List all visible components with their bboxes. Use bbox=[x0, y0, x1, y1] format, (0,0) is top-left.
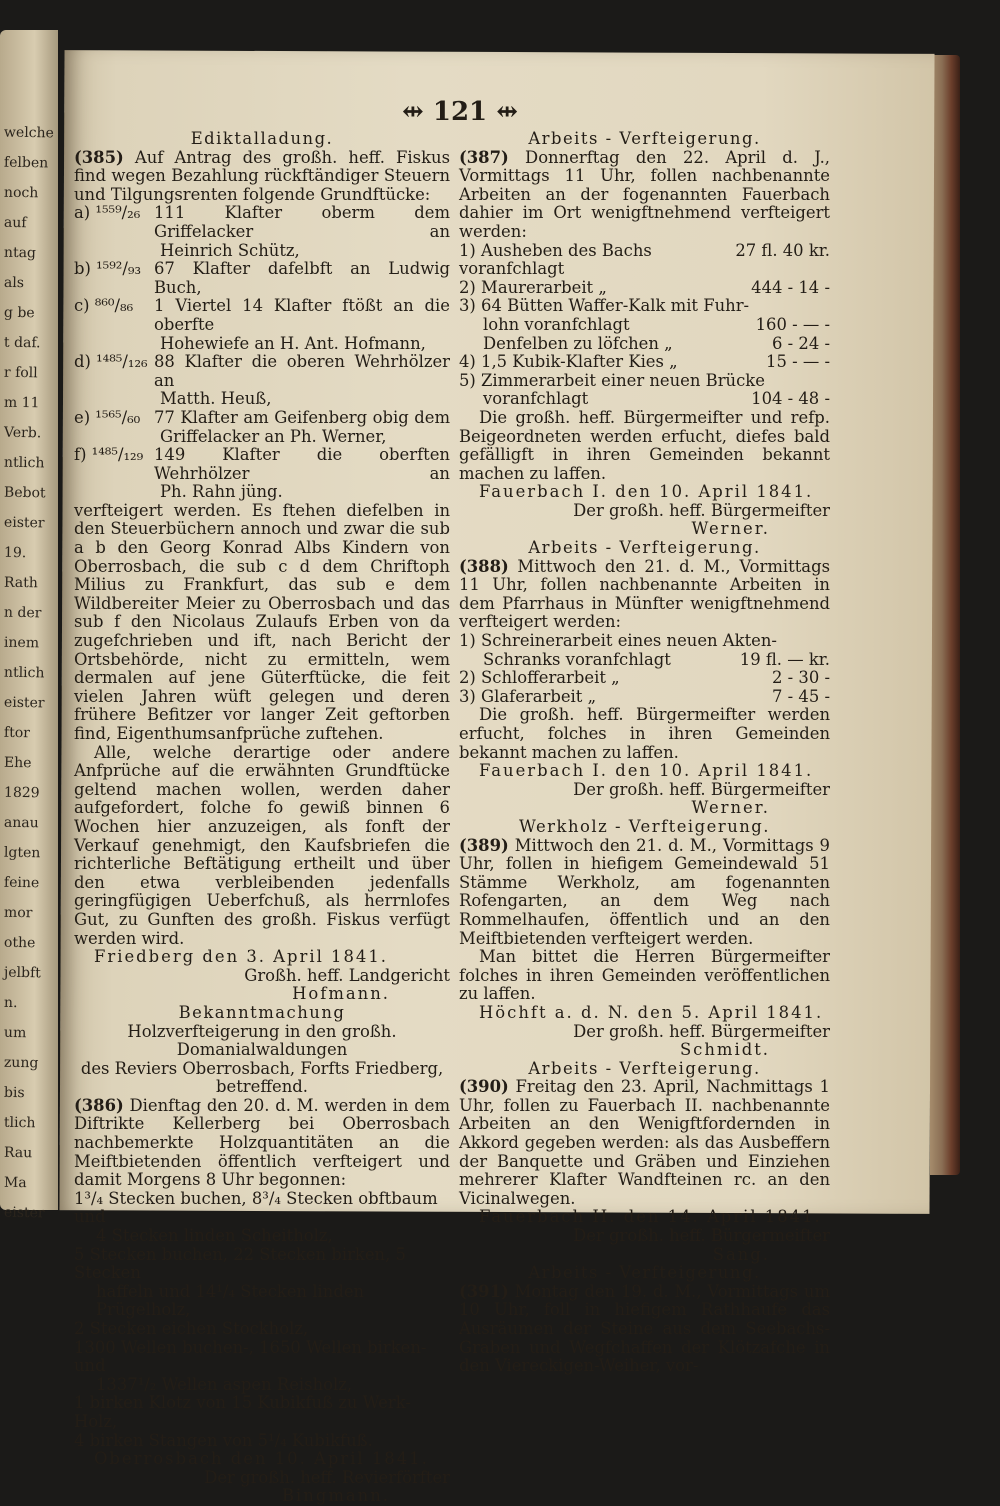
signature-name: Werner. bbox=[691, 798, 770, 818]
parcel-text: 111 Klafter oberm dem Griffelacker an bbox=[154, 203, 450, 241]
margin-fragment: n. bbox=[3, 994, 18, 1012]
parcel-continuation: Matth. Heuß, bbox=[160, 389, 272, 409]
margin-fragment: feine bbox=[3, 874, 40, 892]
notice-intro: Auf Antrag des großh. heff. Fiskus find wegen Bezahlung rückftändiger Steuern und Tilgungsrenten folgende Grundftücke: bbox=[74, 147, 450, 204]
margin-fragment: ftor bbox=[3, 724, 31, 742]
wood-list bbox=[74, 1190, 450, 1450]
cost-row bbox=[459, 279, 830, 298]
page-header bbox=[360, 97, 560, 127]
notice-385 bbox=[74, 149, 450, 205]
margin-fragment: zung bbox=[3, 1054, 39, 1072]
margin-fragment: jelbft bbox=[3, 964, 42, 982]
margin-fragment: t daf. bbox=[3, 334, 41, 352]
margin-fragment: auf bbox=[3, 214, 27, 232]
notice-body: Man bittet die Herren Bürgermeifter folches in ihren Gemeinden veröffentlichen zu laffen. bbox=[459, 947, 830, 1004]
parcel-label: a) ¹⁵⁵⁹/₂₆ bbox=[74, 203, 141, 223]
margin-fragment: r foll bbox=[3, 364, 38, 382]
notice-number: (391) bbox=[459, 1281, 509, 1301]
notice-391 bbox=[459, 1283, 830, 1376]
cost-label: 1) Schreinerarbeit eines neuen Akten- bbox=[459, 631, 777, 651]
margin-fragment: tlich bbox=[3, 1114, 36, 1132]
cost-row bbox=[459, 242, 830, 279]
parcel-text: 1 Viertel 14 Klafter ftößt an die oberfte bbox=[154, 296, 450, 334]
cost-row bbox=[459, 297, 830, 316]
cost-row bbox=[459, 316, 830, 335]
signature-name: Schmidt. bbox=[679, 1040, 770, 1060]
parcel-entry bbox=[74, 260, 450, 297]
notice-386 bbox=[74, 1097, 450, 1190]
parcel-continuation: Griffelacker an Ph. Werner, bbox=[160, 426, 387, 446]
cost-label: 3) 64 Bütten Waffer-Kalk mit Fuhr- bbox=[459, 296, 750, 316]
signature-office: Der großh. heff. Revierförfter bbox=[204, 1467, 450, 1487]
notice-intro: Mittwoch den 21. d. M., Vormittags 11 Uhr, follen nachbenannte Arbeiten in dem Pfarrhaus in Münfter wenigftnehmend verfteigert werden: bbox=[459, 556, 830, 632]
margin-fragment: n der bbox=[3, 604, 42, 622]
heading-arbeits-versteigerung: Arbeits - Verfteigerung. bbox=[528, 538, 761, 558]
margin-fragment: lgten bbox=[3, 844, 41, 862]
cost-row bbox=[459, 335, 830, 354]
right-column bbox=[459, 130, 830, 1376]
book-edge bbox=[930, 55, 960, 1175]
subheading: betreffend. bbox=[216, 1077, 308, 1097]
parcel-text: 67 Klafter dafelbft an Ludwig Buch, bbox=[154, 259, 450, 297]
notice-body: Die großh. heff. Bürgermeifter werden erfucht, folches in ihren Gemeinden bekannt machen zu laffen. bbox=[459, 705, 830, 762]
margin-fragment: eister bbox=[3, 514, 45, 532]
notice-body: Die großh. heff. Bürgermeifter und refp. Beigeordneten werden erfucht, diefes bald gefälligft in ihren Gemeinden bekannt machen zu laffen. bbox=[459, 407, 830, 483]
notice-number: (389) bbox=[459, 835, 509, 855]
place-date: Friedberg den 3. April 1841. bbox=[94, 947, 388, 967]
cost-row bbox=[459, 632, 830, 651]
heading-ediktalladung: Ediktalladung. bbox=[190, 129, 334, 148]
parcel-entry bbox=[74, 204, 450, 241]
ornament-left-icon: ⇹ bbox=[402, 97, 424, 127]
parcel-label: f) ¹⁴⁸⁵/₁₂₉ bbox=[74, 445, 144, 465]
place-date: Fauerbach I. den 10. April 1841. bbox=[479, 761, 814, 781]
page-number: 121 bbox=[432, 97, 488, 127]
cost-label: 3) Glaferarbeit „ bbox=[459, 686, 597, 706]
subheading: des Reviers Oberrosbach, Forfts Friedberg, bbox=[80, 1058, 444, 1078]
parcel-entry bbox=[74, 409, 450, 428]
cost-label: 2) Maurerarbeit „ bbox=[459, 277, 607, 297]
margin-fragment: Verb. bbox=[3, 424, 42, 442]
parcel-label: e) ¹⁵⁶⁵/₆₀ bbox=[74, 407, 141, 427]
notice-intro: Dienftag den 20. d. M. werden in dem Diftrikte Kellerberg bei Oberrosbach nachbemerkte Holzquantitäten an die Meiftbietenden öffentlich verfteigert und damit Morgens 8 Uhr begonnen: bbox=[74, 1095, 450, 1190]
subheading: Holzverfteigerung in den großh. Domanialwaldungen bbox=[127, 1021, 397, 1060]
cost-amount: 6 - 24 - bbox=[772, 333, 830, 353]
margin-fragment: bis bbox=[3, 1084, 25, 1102]
left-column bbox=[74, 130, 450, 1506]
heading-arbeits-versteigerung: Arbeits - Verfteigerung. bbox=[528, 1263, 761, 1283]
notice-intro: Freitag den 23. April, Nachmittags 1 Uhr, follen zu Fauerbach II. nachbenannte Arbeiten an den Wenigftfordernden in Akkord gegeben werden: als das Ausbeffern der Banquette und Gräben und Einziehen mehrerer Klafter Wandfteinen rc. an den Vicinalwegen. bbox=[459, 1077, 830, 1208]
wood-line: 1300 Wellen buchen-, 1650 Wellen birken- und bbox=[74, 1337, 427, 1376]
signature-name: Werner. bbox=[691, 519, 770, 539]
place-date: Fauerbach I. den 10. April 1841. bbox=[479, 482, 814, 502]
notice-number: (387) bbox=[459, 147, 509, 167]
notice-389 bbox=[459, 837, 830, 949]
cost-amount: 2 - 30 - bbox=[772, 668, 830, 688]
cost-row bbox=[459, 651, 830, 670]
parcel-label: c) ⁸⁶⁰/₈₆ bbox=[74, 296, 134, 316]
margin-fragment: Rath bbox=[3, 574, 38, 592]
cost-label: 2) Schlofferarbeit „ bbox=[459, 668, 620, 688]
notice-body: verfteigert werden. Es ftehen diefelben in den Steuerbüchern annoch und zwar die sub a b den Georg Konrad Albs Kindern von Oberrosbach, die sub c d dem Chriftoph Milius zu Frankfurt, das sub e dem Wildbereiter Meier zu Oberrosbach und das sub f den Nicolaus Zulaufs Erben von da zugefchrieben und ift, nach Bericht der Ortsbehörde, nicht zu ermitteln, wem dermalen auf jene Güterftücke, die feit vielen Jahren wüft gelegen und deren frühere Befitzer vor langer Zeit geftorben find, Eigenthumsanfprüche zuftehen. bbox=[74, 500, 450, 743]
margin-fragment: anau bbox=[3, 814, 39, 832]
wood-line: haffeln und 14¹/₄ Stecken linden Prügelholz, bbox=[96, 1281, 365, 1320]
margin-fragment: eister bbox=[3, 694, 45, 712]
margin-fragment: Rau bbox=[3, 1144, 33, 1162]
margin-fragment: Ehe bbox=[3, 754, 32, 772]
parcel-entry bbox=[74, 353, 450, 390]
margin-fragment: um bbox=[3, 1024, 27, 1042]
heading-arbeits-versteigerung: Arbeits - Verfteigerung. bbox=[528, 1058, 761, 1078]
place-date: Höchft a. d. N. den 5. April 1841. bbox=[479, 1002, 824, 1022]
cost-label: Schranks voranfchlagt bbox=[483, 649, 671, 669]
heading-bekanntmachung: Bekanntmachung bbox=[178, 1002, 346, 1022]
margin-fragment: mor bbox=[3, 904, 33, 922]
notice-number: (385) bbox=[74, 147, 124, 167]
margin-fragment: ntlich bbox=[3, 454, 45, 472]
place-date: Oberrosbach den 10. April 1841. bbox=[94, 1449, 429, 1469]
margin-fragment: felben bbox=[3, 154, 49, 172]
margin-fragment: g be bbox=[3, 304, 35, 322]
signature-office: Der großh. heff. Bürgermeifter bbox=[573, 1021, 830, 1041]
margin-fragment: eister bbox=[3, 1204, 45, 1222]
parcel-entry bbox=[74, 446, 450, 483]
parcel-list bbox=[74, 204, 450, 502]
margin-fragment: 1829 bbox=[3, 784, 40, 802]
cost-amount: 160 - — - bbox=[755, 314, 830, 334]
parcel-continuation: Ph. Rahn jüng. bbox=[160, 482, 283, 502]
cost-row bbox=[459, 390, 830, 409]
cost-amount: 19 fl. — kr. bbox=[739, 649, 830, 669]
wood-line: 4 Stecken linden Scheitholz, bbox=[96, 1226, 333, 1246]
notice-body-2: Alle, welche derartige oder andere Anfprüche auf die erwähnten Grundftücke geltend machen wollen, werden daher aufgefordert, folche fo gewiß binnen 6 Wochen hier anzuzeigen, als fonft der Verkauf genehmigt, den Kaufsbriefen die richterliche Beftätigung ertheilt und über den etwa verbleibenden jedenfalls geringfügigen Ueberfchuß, als herrnlofes Gut, zu Gunften des großh. Fiskus verfügt werden wird. bbox=[74, 742, 450, 948]
parcel-text: 88 Klafter die oberen Wehrhölzer an bbox=[154, 352, 450, 390]
signature-office: Der großh. heff. Bürgermeifter bbox=[573, 779, 830, 799]
heading-arbeits-versteigerung: Werkholz - Verfteigerung. bbox=[518, 816, 771, 836]
margin-fragment: ntlich bbox=[3, 664, 45, 682]
margin-fragment: noch bbox=[3, 184, 39, 202]
margin-fragment: 19. bbox=[3, 544, 27, 562]
cost-amount: 7 - 45 - bbox=[772, 686, 830, 706]
margin-fragment: als bbox=[3, 274, 25, 292]
cost-label: voranfchlagt bbox=[483, 389, 589, 409]
wood-line: 2 Stecken eichen Stockholz, bbox=[74, 1319, 309, 1338]
place-date: Fauerbach II. den 14. April 1841. bbox=[479, 1207, 822, 1227]
margin-fragment: ntag bbox=[3, 244, 37, 262]
signature-office: Der großh. heff. Bürgermeifter bbox=[573, 500, 830, 520]
wood-line: 1337¹/₂ Wellen aspen Reisholz, bbox=[96, 1374, 353, 1394]
cost-amount: 444 - 14 - bbox=[751, 277, 830, 297]
signature-office: Großh. heff. Landgericht bbox=[244, 965, 450, 985]
notice-number: (386) bbox=[74, 1095, 124, 1115]
wood-line: 1³/₄ Stecken buchen, 8³/₄ Stecken obftbaum und bbox=[74, 1188, 438, 1227]
wood-line: 1 birken Klotz von 15 Kubikfuß zu Werk-Holz, bbox=[74, 1393, 411, 1431]
margin-fragment: welche bbox=[3, 124, 55, 142]
notice-387 bbox=[459, 149, 830, 242]
cost-row bbox=[459, 372, 830, 391]
cost-label: 4) 1,5 Kubik-Klafter Kies „ bbox=[459, 352, 678, 372]
notice-intro: Mittwoch den 21. d. M., Vormittags 9 Uhr, follen in hiefigem Gemeindewald 51 Stämme Werkholz, am fogenannten Rofengarten, an dem Weg nach Rommelhaufen, öffentlich und an den Meiftbietenden verfteigert werden. bbox=[459, 835, 830, 948]
margin-fragment: Ma bbox=[3, 1174, 27, 1192]
notice-number: (390) bbox=[459, 1077, 509, 1097]
cost-label: Denfelben zu löfchen „ bbox=[483, 333, 673, 353]
parcel-entry bbox=[74, 297, 450, 334]
cost-label: lohn voranfchlagt bbox=[483, 314, 630, 334]
cost-amount: 104 - 48 - bbox=[751, 389, 830, 409]
cost-amount: 15 - — - bbox=[766, 352, 830, 372]
parcel-text: 77 Klafter am Geifenberg obig dem bbox=[154, 407, 450, 427]
signature-name: Sang. bbox=[712, 1244, 770, 1264]
parcel-label: d) ¹⁴⁸⁵/₁₂₆ bbox=[74, 352, 148, 372]
parcel-continuation: Hohewiefe an H. Ant. Hofmann, bbox=[160, 333, 426, 353]
parcel-label: b) ¹⁵⁹²/₉₃ bbox=[74, 259, 142, 279]
margin-fragment: m 11 bbox=[3, 394, 40, 412]
notice-intro: Montag den 19. d. M., Vormittags um 10 Uhr, foll in hiefigem Rathhaufe das Ausräumen der Steine aus dem Seebachs-Graben und Wegfchaffen der Klötzafche in den Viereckigen-Weiher, vor- bbox=[459, 1281, 830, 1376]
notice-intro: Donnerftag den 22. April d. J., Vormittags 11 Uhr, follen nachbenannte Arbeiten an der fogenannten Fauerbach dahier im Ort wenigftnehmend verfteigert werden: bbox=[459, 147, 830, 241]
left-page-edge bbox=[0, 30, 58, 1222]
margin-fragment: Bebot bbox=[3, 484, 46, 502]
signature-name: Hofmann. bbox=[292, 984, 390, 1004]
margin-fragment: inem bbox=[3, 634, 40, 652]
notice-number: (388) bbox=[459, 556, 509, 576]
signature-name: Bingmann. bbox=[282, 1486, 390, 1506]
notice-390 bbox=[459, 1078, 830, 1208]
cost-label: 1) Ausheben des Bachs voranfchlagt bbox=[459, 240, 652, 279]
margin-fragment: othe bbox=[3, 934, 36, 952]
signature-office: Der großh. heff. Bürgermeifter bbox=[573, 1226, 830, 1246]
cost-row bbox=[459, 353, 830, 372]
wood-line: 4 birken Stangen von 5¹/₄ Kubikfuß. bbox=[74, 1430, 373, 1450]
ornament-right-icon: ⇹ bbox=[496, 97, 518, 127]
cost-amount: 27 fl. 40 kr. bbox=[735, 240, 830, 260]
notice-388 bbox=[459, 558, 830, 632]
wood-line: 5 Stecken buchen, 22 Stecken birken, 5 Stecken bbox=[74, 1244, 406, 1283]
cost-label: 5) Zimmerarbeit einer neuen Brücke bbox=[459, 370, 765, 390]
parcel-text: 149 Klafter die oberften Wehrhölzer an bbox=[154, 445, 450, 483]
heading-arbeits-versteigerung: Arbeits - Verfteigerung. bbox=[528, 129, 761, 148]
cost-row bbox=[459, 669, 830, 688]
parcel-continuation: Heinrich Schütz, bbox=[160, 240, 300, 260]
cost-row bbox=[459, 688, 830, 707]
